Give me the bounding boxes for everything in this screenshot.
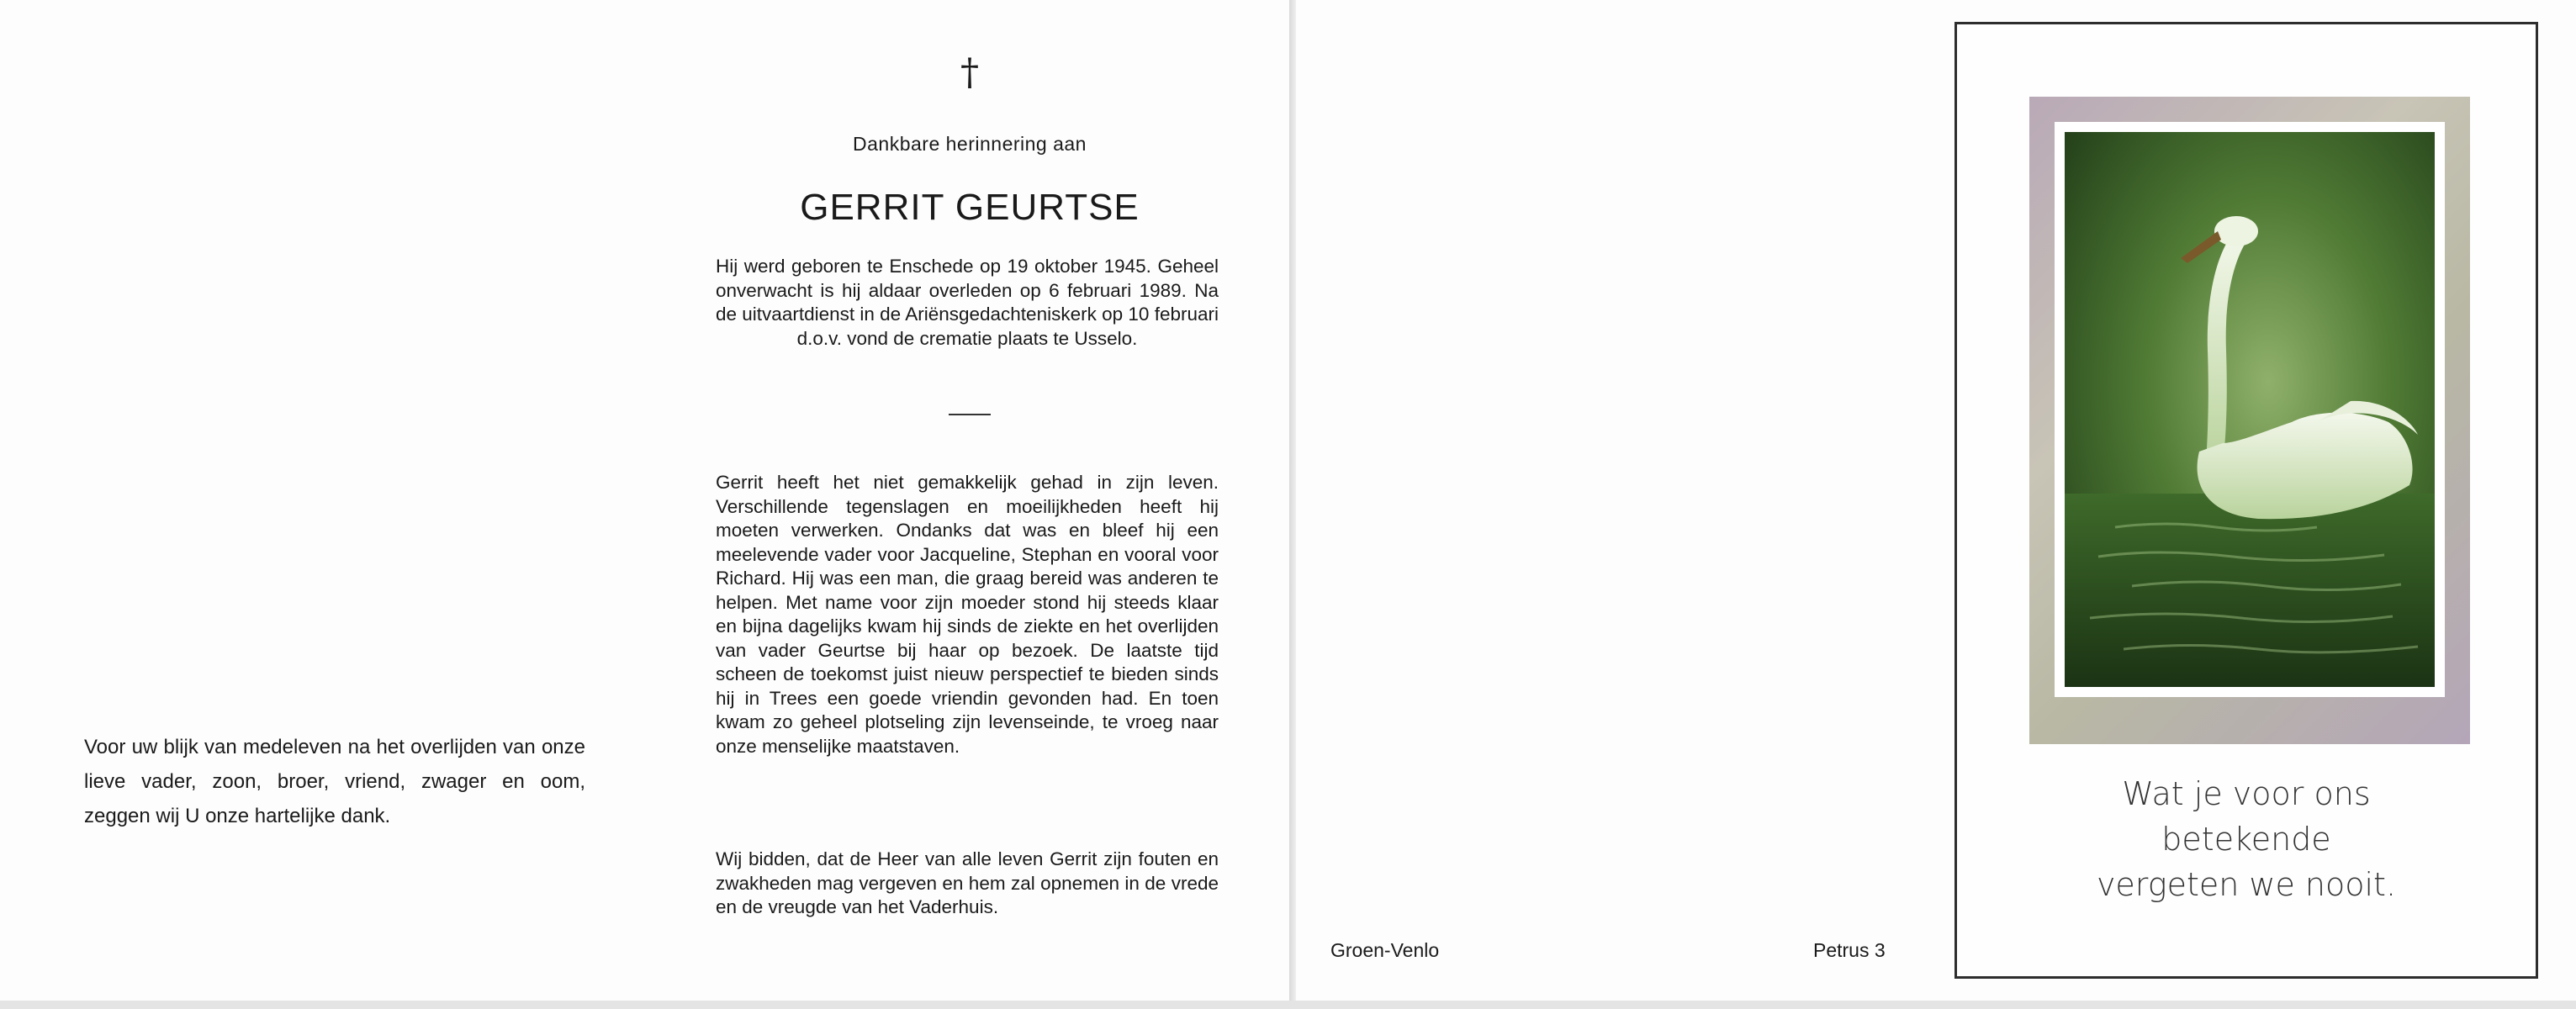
birth-death-paragraph: Hij werd geboren te Enschede op 19 oktober 1945. Geheel onverwacht is hij aldaar overleden op 6 februari 1989. Na de uitvaartdienst in de Ariënsgedachteniskerk op 10 februari d.o.v. vond de crematie plaats te Usselo. — [716, 256, 1219, 349]
fold-line — [1289, 0, 1296, 1009]
quote-line-2: betekende — [2161, 821, 2331, 858]
photo-mat — [2029, 97, 2470, 744]
deceased-name: GERRIT GEURTSE — [800, 187, 1140, 228]
water-surface — [2065, 494, 2435, 687]
memorial-quote — [1991, 771, 2502, 907]
swan-head — [2214, 216, 2258, 246]
divider — [949, 414, 991, 415]
reference-label: Petrus 3 — [1813, 939, 1886, 961]
intro-line: Dankbare herinnering aan — [853, 133, 1087, 155]
quote-line-1: Wat je voor ons — [2122, 775, 2371, 812]
publisher-label: Groen-Venlo — [1330, 939, 1440, 961]
prayer-paragraph: Wij bidden, dat de Heer van alle leven Gerrit zijn fouten en zwakheden mag vergeven en hem zal opnemen in de vrede en de vreugde van het Vaderhuis. — [716, 848, 1219, 917]
thank-you-text: Voor uw blijk van medeleven na het overlijden van onze lieve vader, zoon, broer, vriend, zwager en oom, zeggen wij U onze hartelijke dank. — [84, 736, 585, 827]
photo-border — [2055, 122, 2445, 697]
life-story-paragraph: Gerrit heeft het niet gemakkelijk gehad in zijn leven. Verschillende tegenslagen en moeilijkheden heeft hij moeten verwerken. Ondanks dat was en bleef hij een meelevende vader voor Jacqueline, Stephan en vooral voor Richard. Hij was een man, die graag bereid was anderen te helpen. Met name voor zijn moeder stond hij steeds klaar en bijna dagelijks kwam hij sinds de ziekte en het overlijden van vader Geurtse bij haar op bezoek. De laatste tijd scheen de toekomst juist nieuw perspectief te bieden sinds hij in Trees een goede vriendin gevonden had. En toen kwam zo geheel plotseling zijn levenseinde, te vroeg naar onze menselijke maatstaven. — [716, 472, 1219, 757]
quote-line-3: vergeten we nooit. — [2096, 866, 2397, 903]
memorial-card-frame — [1954, 22, 2538, 979]
cross-icon: † — [960, 51, 979, 94]
page-bottom-edge — [0, 1001, 2576, 1009]
swan-photo — [2065, 132, 2435, 687]
left-spread-page — [0, 0, 1289, 1001]
